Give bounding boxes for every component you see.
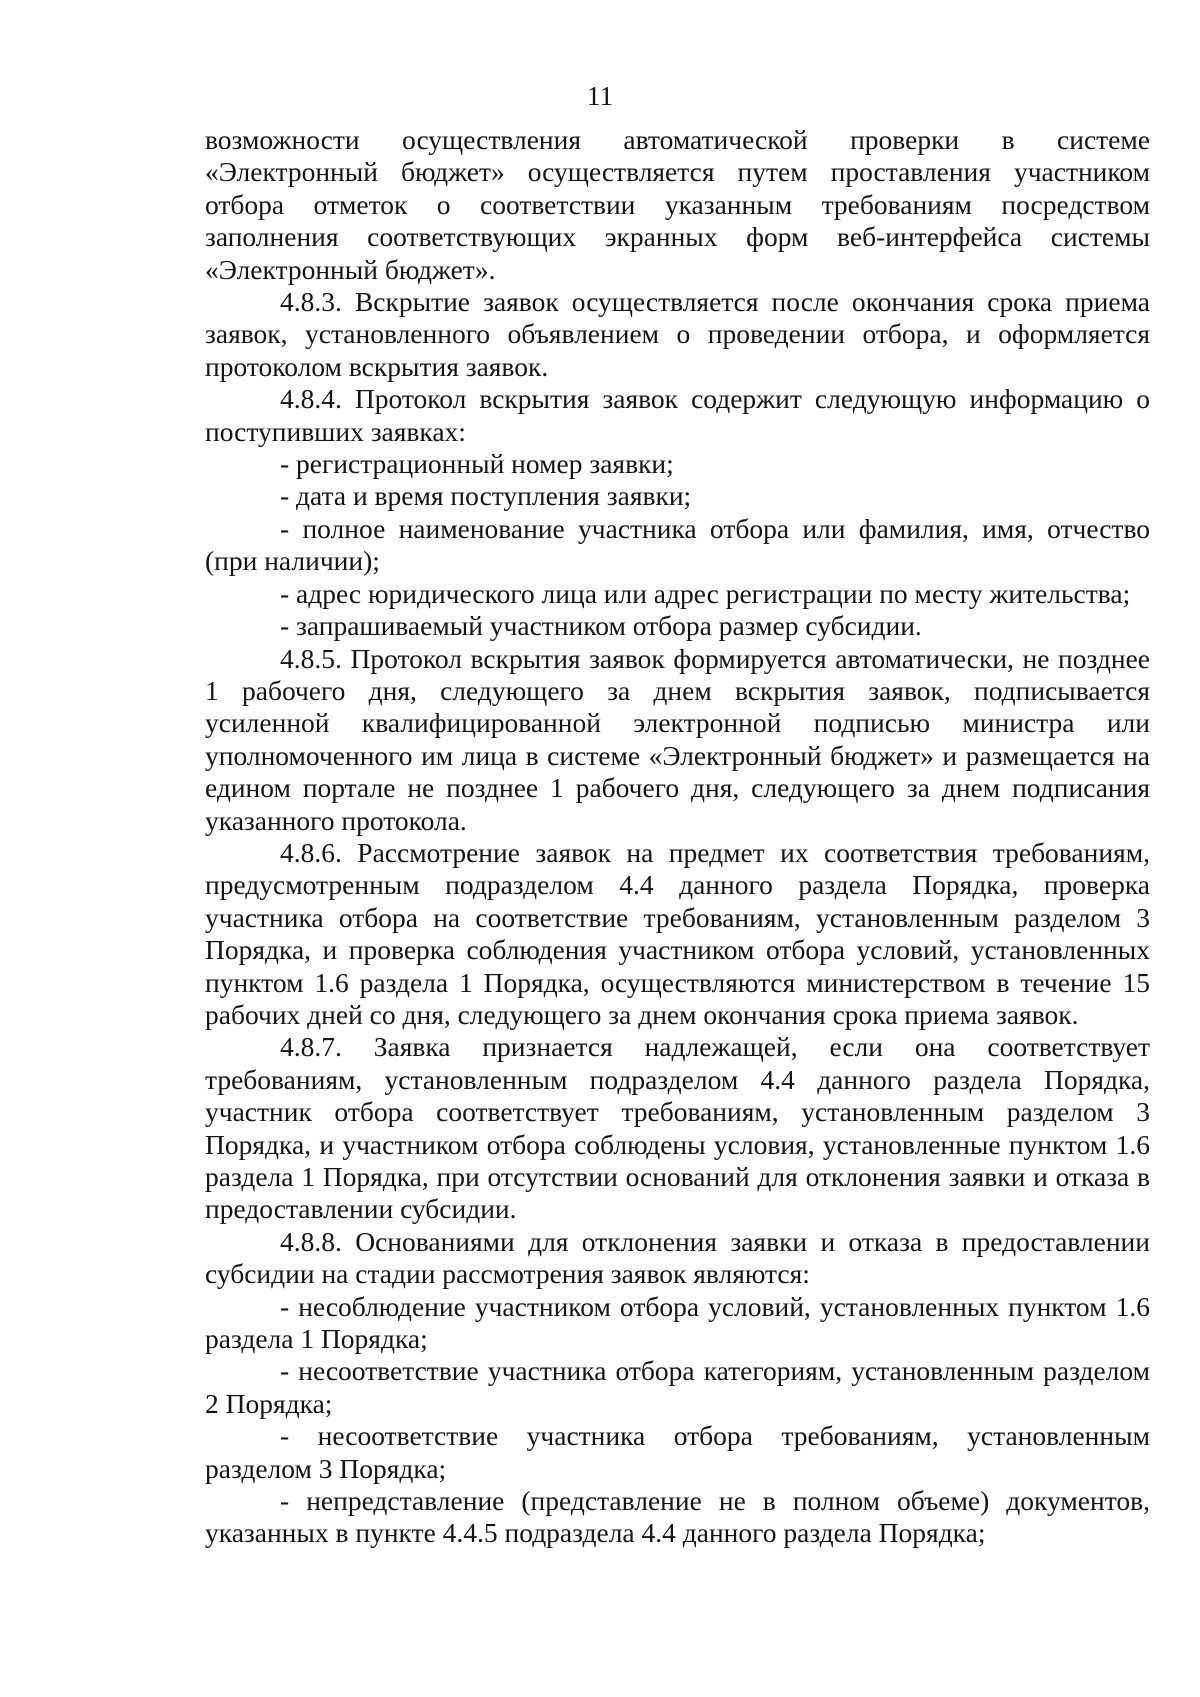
list-item-requirements: - несоответствие участника отбора требованиям, установленным разделом 3 Порядка; (205, 1420, 1150, 1484)
list-item-subsidy-amount: - запрашиваемый участником отбора размер субсидии. (280, 610, 922, 642)
list-item-address: - адрес юридического лица или адрес регистрации по месту жительства; (280, 577, 1131, 609)
list-item-registration-number: - регистрационный номер заявки; (280, 448, 674, 480)
paragraph-continuation: возможности осуществления автоматической проверки в системе «Электронный бюджет» осуществляется путем проставления участником отбора отметок о соответствии указанным требованиям посредством заполнения соответствующих экранных форм веб-интерфейса системы «Электронный бюджет». (205, 124, 1150, 285)
paragraph-4-8-7: 4.8.7. Заявка признается надлежащей, если она соответствует требованиям, установленным подразделом 4.4 данного раздела Порядка, участник отбора соответствует требованиям, установленным разделом 3 Порядка, и участником отбора соблюдены условия, установленные пунктом 1.6 раздела 1 Порядка, при отсутствии оснований для отклонения заявки и отказа в предоставлении субсидии. (205, 1031, 1150, 1225)
list-item-conditions: - несоблюдение участником отбора условий, установленных пунктом 1.6 раздела 1 Порядка; (205, 1290, 1150, 1355)
paragraph-4-8-6: 4.8.6. Рассмотрение заявок на предмет их соответствия требованиям, предусмотренным подразделом 4.4 данного раздела Порядка, проверка участника отбора на соответствие требованиям, установленным разделом 3 Порядка, и проверка соблюдения участником отбора условий, установленных пунктом 1.6 раздела 1 Порядка, осуществляются министерством в течение 15 рабочих дней со дня, следующего за днем окончания срока приема заявок. (205, 836, 1150, 1030)
document-body (205, 124, 1150, 1550)
paragraph-4-8-5: 4.8.5. Протокол вскрытия заявок формируется автоматически, не позднее 1 рабочего дня, следующего за днем вскрытия заявок, подписывается усиленной квалифицированной электронной подписью министра или уполномоченного им лица в системе «Электронный бюджет» и размещается на едином портале не позднее 1 рабочего дня, следующего за днем подписания указанного протокола. (205, 642, 1150, 836)
paragraph-4-8-4: 4.8.4. Протокол вскрытия заявок содержит следующую информацию о поступивших заявках: (205, 383, 1150, 447)
paragraph-4-8-8: 4.8.8. Основаниями для отклонения заявки и отказа в предоставлении субсидии на стадии рассмотрения заявок являются: (205, 1225, 1150, 1290)
list-item-categories: - несоответствие участника отбора категориям, установленным разделом 2 Порядка; (205, 1355, 1150, 1419)
paragraph-4-8-3: 4.8.3. Вскрытие заявок осуществляется после окончания срока приема заявок, установленного объявлением о проведении отбора, и оформляется протоколом вскрытия заявок. (205, 286, 1150, 382)
list-item-date-time: - дата и время поступления заявки; (280, 480, 692, 512)
page-number: 11 (586, 80, 614, 111)
list-item-full-name: - полное наименование участника отбора или фамилия, имя, отчество (при наличии); (205, 512, 1150, 577)
list-item-documents: - непредставление (представление не в полном объеме) документов, указанных в пункте 4.4.5 подраздела 4.4 данного раздела Порядка; (205, 1485, 1150, 1549)
